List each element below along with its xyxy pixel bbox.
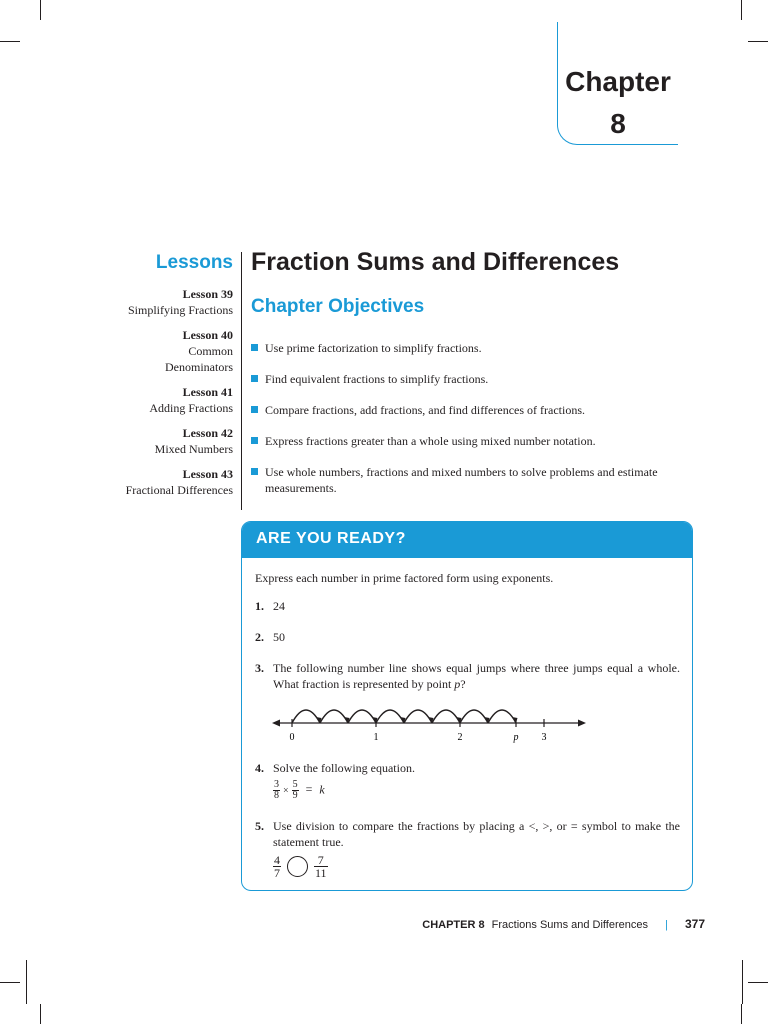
chapter-number: 8 [610,108,626,139]
crop-mark [40,0,41,20]
page-title: Fraction Sums and Differences [251,248,620,276]
jump-arc [348,710,376,723]
footer-chapter: CHAPTER 8 [422,919,485,931]
page-footer [422,917,705,931]
question-number: 3. [255,661,264,675]
numerator: 5 [292,779,298,790]
denominator: 11 [315,866,327,880]
question-text: Solve the following equation. [273,761,415,775]
chapter-tab [557,22,678,145]
footer-title: Fractions Sums and Differences [491,919,648,931]
fraction [273,780,280,801]
objectives-list [251,340,691,511]
comparison-circle[interactable] [287,856,308,877]
jump-arc [488,710,516,723]
question-3 [255,660,680,692]
lesson-list [93,286,233,507]
result-variable: k [319,782,325,797]
objective-text: Use prime factorization to simplify fractions. [265,341,482,355]
crop-mark [741,1004,742,1024]
question-1 [255,598,680,614]
point-variable: p [454,677,461,691]
question-5 [255,818,680,850]
equals-symbol: = [305,782,313,797]
question-number: 1. [255,599,264,613]
question-number: 2. [255,630,264,644]
question-text-part: The following number line shows equal jumps where three jumps equal a whole. What fraction is represented by point [273,661,680,691]
question-number: 5. [255,819,264,833]
lesson-number: Lesson 39 [182,287,233,301]
sidebar-divider [241,252,242,510]
are-you-ready-header [242,522,692,558]
jump-arc [432,710,460,723]
objective-text: Compare fractions, add fractions, and find differences of fractions. [265,403,585,417]
crop-mark [748,41,768,42]
lesson-item [93,466,233,498]
ready-intro: Express each number in prime factored form using exponents. [255,571,554,585]
lesson-title: Common Denominators [165,344,233,374]
question-text: 24 [273,599,285,613]
lesson-number: Lesson 41 [182,385,233,399]
lesson-title: Fractional Differences [125,483,233,497]
crop-mark [742,960,743,1004]
question-number: 4. [255,761,264,775]
crop-mark [40,1004,41,1024]
number-line-label: 0 [289,732,295,743]
crop-mark [748,982,768,983]
lesson-title: Adding Fractions [149,401,233,415]
jump-arc [404,710,432,723]
number-line-label: p [513,732,519,743]
question-4 [255,760,680,776]
number-line-label: 2 [457,732,463,743]
arrow-right-icon [578,720,586,727]
equation [273,780,325,801]
lessons-heading: Lessons [155,252,233,273]
objective-item [251,371,691,387]
square-bullet-icon [251,344,258,351]
jump-arc [460,710,488,723]
arrow-left-icon [272,720,280,727]
numerator: 3 [274,779,279,790]
jump-arc [292,710,320,723]
number-line-label: 3 [541,732,547,743]
are-you-ready-title: ARE YOU READY? [256,530,406,547]
objective-item [251,433,691,449]
lesson-number: Lesson 43 [182,467,233,481]
footer-separator: | [665,919,668,931]
crop-mark [26,960,27,1004]
question-text-part: ? [460,677,466,691]
square-bullet-icon [251,437,258,444]
denominator: 8 [274,790,279,801]
page-number: 377 [684,917,705,931]
jump-arc [376,710,404,723]
crop-mark [741,0,742,20]
question-text: 50 [273,630,285,644]
lesson-title: Simplifying Fractions [128,303,233,317]
objective-text: Use whole numbers, fractions and mixed numbers to solve problems and estimate measurements. [265,465,658,495]
jump-arc [320,710,348,723]
fraction [273,854,281,879]
square-bullet-icon [251,468,258,475]
objective-item [251,402,691,418]
numerator: 7 [314,854,328,867]
are-you-ready-box [241,521,693,891]
lesson-number: Lesson 40 [182,328,233,342]
lesson-item [93,286,233,318]
lesson-number: Lesson 42 [182,426,233,440]
lesson-item [93,425,233,457]
crop-mark [0,41,20,42]
number-line [270,700,600,750]
numerator: 4 [274,853,280,867]
crop-mark [0,982,20,983]
question-text [273,660,680,692]
fraction [314,854,328,879]
denominator: 9 [292,790,298,801]
question-2 [255,629,680,645]
times-symbol: × [283,785,289,797]
lesson-item [93,327,233,375]
denominator: 7 [274,866,280,880]
lesson-title: Mixed Numbers [154,442,233,456]
fraction [292,780,299,801]
chapter-label: Chapter [565,66,671,97]
objective-item [251,340,691,356]
comparison [273,854,328,879]
question-text: Use division to compare the fractions by placing a <, >, or = symbol to make the statement true. [273,819,680,849]
lesson-item [93,384,233,416]
square-bullet-icon [251,406,258,413]
square-bullet-icon [251,375,258,382]
objective-text: Find equivalent fractions to simplify fractions. [265,372,489,386]
objectives-heading: Chapter Objectives [251,296,425,317]
objective-item [251,464,691,496]
number-line-label: 1 [373,732,379,743]
objective-text: Express fractions greater than a whole using mixed number notation. [265,434,596,448]
